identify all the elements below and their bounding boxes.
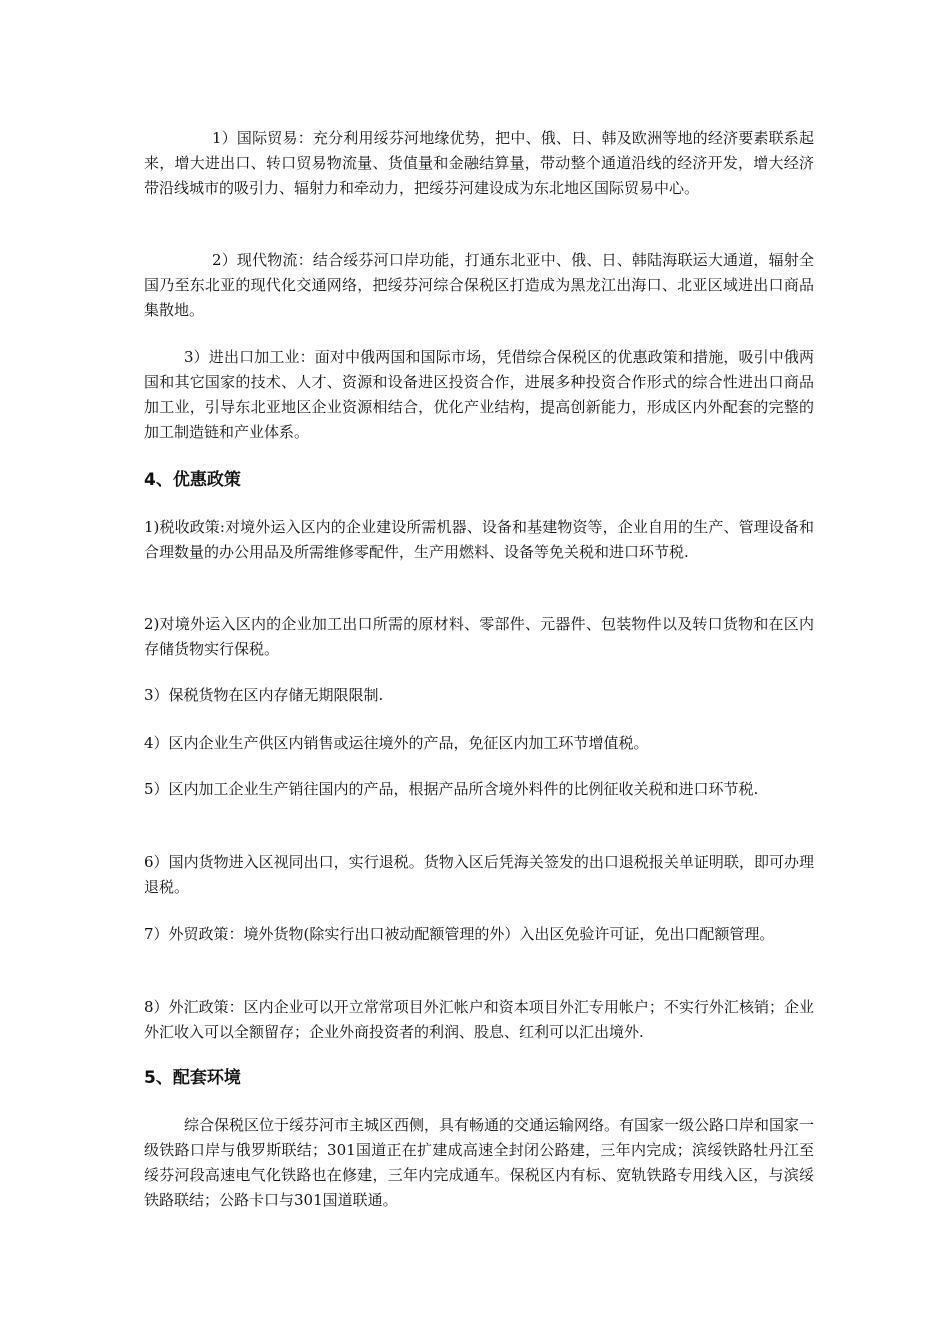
environment-paragraph: 综合保税区位于绥芬河市主城区西侧，具有畅通的交通运输网络。有国家一级公路口岸和国家一级铁路口岸与俄罗斯联结；301国道正在扩建成高速全封闭公路建，三年内完成；滨绥铁路牡丹江至绥芬河段高速电气化铁路也在修建，三年内完成通车。保税区内有标、宽轨铁路专用线入区，与滨绥铁路联结；公路卡口与301国道联通。 — [144, 1116, 815, 1209]
section-heading-supporting-environment: 5、配套环境 — [144, 1068, 241, 1088]
policy-item: 4）区内企业生产供区内销售或运往境外的产品，免征区内加工环节增值税。 — [144, 734, 649, 752]
policy-item: 5）区内加工企业生产销往国内的产品，根据产品所含境外料件的比例征收关税和进口环节税. — [144, 780, 759, 798]
policy-item: 7）外贸政策：境外货物(除实行出口被动配额管理的外）入出区免验许可证，免出口配额管理。 — [144, 925, 775, 943]
policy-item: 1)税收政策:对境外运入区内的企业建设所需机器、设备和基建物资等，企业自用的生产、管理设备和合理数量的办公用品及所需维修零配件，生产用燃料、设备等免关税和进口环节税. — [144, 518, 814, 561]
section-heading-preferential-policies: 4、优惠政策 — [144, 470, 241, 490]
logistics-paragraph: 2）现代物流：结合绥芬河口岸功能，打通东北亚中、俄、日、韩陆海联运大通道，辐射全国乃至东北亚的现代化交通网络，把绥芬河综合保税区打造成为黑龙江出海口、北亚区域进出口商品集散地。 — [144, 251, 814, 319]
policy-item: 2)对境外运入区内的企业加工出口所需的原材料、零部件、元器件、包装物件以及转口货物和在区内存储货物实行保税。 — [144, 615, 814, 658]
policy-item: 6）国内货物进入区视同出口，实行退税。货物入区后凭海关签发的出口退税报关单证明联，即可办理退税。 — [144, 853, 814, 896]
trade-paragraph: 1）国际贸易：充分利用绥芬河地缘优势，把中、俄、日、韩及欧洲等地的经济要素联系起来，增大进出口、转口贸易物流量、货值量和金融结算量，带动整个通道沿线的经济开发，增大经济带沿线城市的吸引力、辐射力和牵动力，把绥芬河建设成为东北地区国际贸易中心。 — [144, 129, 814, 197]
policy-item: 3）保税货物在区内存储无期限限制. — [144, 686, 384, 704]
policy-item: 8）外汇政策：区内企业可以开立常常项目外汇帐户和资本项目外汇专用帐户；不实行外汇核销；企业外汇收入可以全额留存；企业外商投资者的利润、股息、红利可以汇出境外. — [144, 998, 814, 1041]
processing-paragraph: 3）进出口加工业：面对中俄两国和国际市场，凭借综合保税区的优惠政策和措施，吸引中俄两国和其它国家的技术、人才、资源和设备进区投资合作，进展多种投资合作形式的综合性进出口商品加工业，引导东北亚地区企业资源相结合，优化产业结构，提高创新能力，形成区内外配套的完整的加工制造链和产业体系。 — [144, 348, 814, 441]
